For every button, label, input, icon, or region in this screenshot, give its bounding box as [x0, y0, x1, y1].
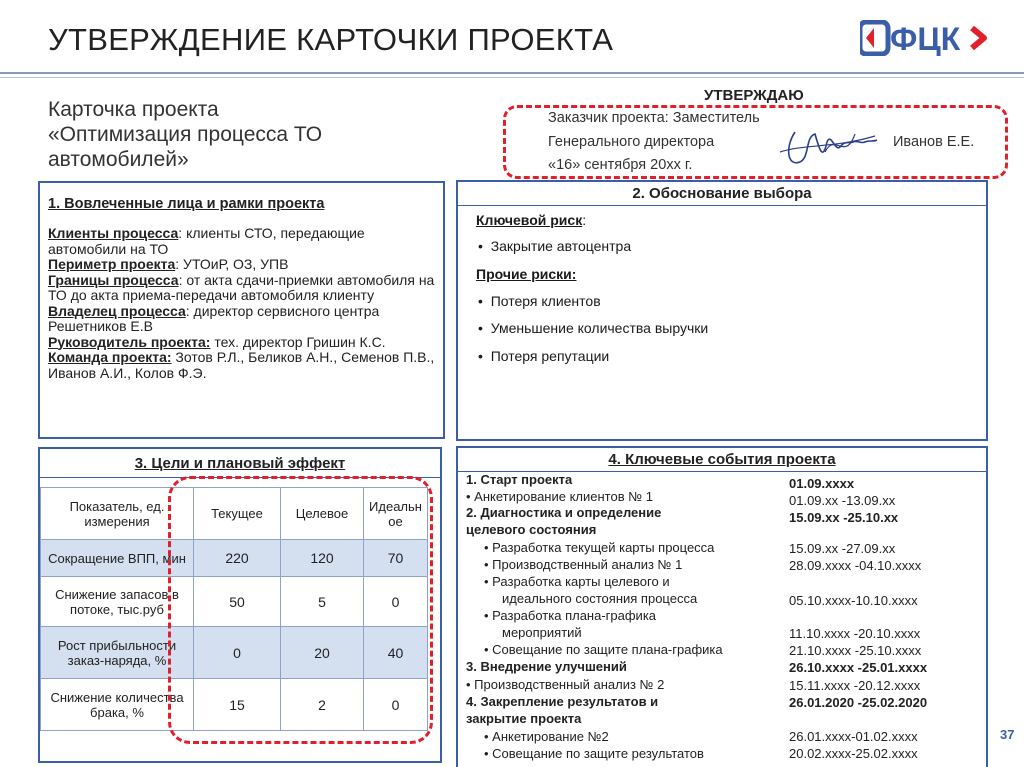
event-item: • Совещание по защите результатов: [484, 746, 704, 761]
clients-label: Клиенты процесса: [48, 225, 179, 241]
key-risk-label: Ключевой риск: [476, 212, 583, 228]
clients-field: [48, 226, 438, 257]
event-date: 15.11.хххх -20.12.хххх: [789, 678, 921, 693]
event-date: 15.09.хх -27.09.хх: [789, 541, 896, 556]
page-number: 37: [1000, 727, 1015, 742]
panel1-title: 1. Вовлеченные лица и рамки проекта: [48, 196, 325, 212]
targets-highlight-frame: [168, 476, 433, 744]
event-item: мероприятий: [502, 625, 582, 640]
key-risk-text: Закрытие автоцентра: [490, 238, 632, 254]
event-date: 11.10.хххх -20.10.хххх: [789, 626, 921, 641]
card-line-1: Карточка проекта: [48, 98, 219, 121]
owner-label: Владелец процесса: [48, 302, 186, 319]
key-risk-colon: :: [582, 212, 587, 228]
table-cell: 50: [194, 577, 281, 627]
team-field: [48, 350, 438, 381]
perimeter-label: Периметр проекта: [48, 256, 176, 272]
panel2-title-wrap: [458, 182, 986, 206]
table-header: Текущее: [194, 488, 281, 540]
other-risks-label: Прочие риски:: [476, 266, 577, 282]
other-risk-text: Потеря репутации: [490, 348, 610, 364]
card-line-2: «Оптимизация процесса ТО: [48, 123, 323, 146]
event-item: 1. Старт проекта: [466, 472, 573, 487]
card-line-3: автомобилей»: [48, 148, 189, 171]
event-date: 05.10.хххх-10.10.хххх: [789, 593, 918, 608]
event-date: 21.10.хххх -25.10.хххх: [789, 643, 922, 658]
approver-name: Иванов Е.Е.: [893, 134, 975, 150]
approval-line-1: Заказчик проекта: Заместитель: [548, 110, 760, 126]
other-risk-item: • Потеря репутации: [478, 348, 610, 364]
table-cell: 20: [281, 627, 364, 679]
perimeter-field: [48, 257, 438, 273]
approval-line-2: Генерального директора: [548, 134, 715, 150]
panel4-title-wrap: [458, 451, 986, 469]
bounds-field: [48, 273, 438, 304]
table-cell: 0: [364, 577, 428, 627]
event-item: 2. Диагностика и определение: [466, 505, 662, 520]
table-cell: 40: [364, 627, 428, 679]
bounds-value: : от акта сдачи-приемки автомобиля на ТО до акта приема-передачи автомобиля клиенту: [48, 271, 435, 303]
project-card-title: [48, 97, 322, 172]
table-cell: 2: [281, 679, 364, 731]
other-risk-item: • Потеря клиентов: [478, 293, 601, 309]
panel1-body: [48, 226, 438, 381]
header-divider: [0, 72, 1024, 74]
event-date: 28.09.хххх -04.10.хххх: [789, 558, 922, 573]
page-title: УТВЕРЖДЕНИЕ КАРТОЧКИ ПРОЕКТА: [48, 22, 614, 57]
event-date: 26.01.хххх-01.02.хххх: [789, 729, 918, 744]
table-cell: 15: [194, 679, 281, 731]
event-item: идеального состояния процесса: [502, 591, 698, 606]
table-header: Идеальн ое: [364, 488, 428, 540]
table-header: Показатель, ед. измерения: [41, 488, 194, 540]
table-header: Целевое: [281, 488, 364, 540]
table-cell: Снижение запасов в потоке, тыс.руб: [41, 577, 194, 627]
other-risk-text: Уменьшение количества выручки: [490, 320, 709, 336]
panel2-title: 2. Обоснование выбора: [632, 185, 812, 202]
lead-field: [48, 335, 438, 351]
event-item: • Совещание по защите плана-графика: [484, 642, 723, 657]
event-item: • Анкетирование клиентов № 1: [466, 489, 654, 504]
other-risk-text: Потеря клиентов: [490, 293, 601, 309]
approval-date: «16» сентября 20хх г.: [548, 157, 693, 173]
lead-value: тех. директор Гришин К.С.: [210, 333, 386, 350]
event-item: закрытие проекта: [466, 711, 582, 726]
team-label: Команда проекта:: [48, 349, 172, 365]
panel2-title-divider: [456, 205, 988, 206]
owner-value: : директор сервисного центра Решетников Е.В: [48, 302, 380, 334]
lead-label: Руководитель проекта:: [48, 333, 211, 350]
approval-heading: УТВЕРЖДАЮ: [704, 87, 804, 104]
event-date: 01.09.хх -13.09.хх: [789, 493, 896, 508]
panel4-title: 4. Ключевые события проекта: [608, 451, 836, 468]
other-risk-item: • Уменьшение количества выручки: [478, 320, 709, 336]
table-cell: Снижение количества брака, %: [41, 679, 194, 731]
event-date: 26.01.2020 -25.02.2020: [789, 695, 928, 710]
table-cell: Сокращение ВПП, мин: [41, 540, 194, 577]
event-date: 20.02.хххх-25.02.хххх: [789, 746, 918, 761]
bounds-label: Границы процесса: [48, 271, 179, 288]
event-item: • Разработка карты целевого и: [484, 574, 670, 589]
event-item: • Разработка текущей карты процесса: [484, 540, 715, 555]
event-item: • Разработка плана-графика: [484, 608, 657, 623]
event-item: • Производственный анализ № 1: [484, 557, 683, 572]
table-cell: 220: [194, 540, 281, 577]
perimeter-value: : УТОиР, ОЗ, УПВ: [175, 256, 289, 272]
header-divider-thin: [0, 77, 1024, 78]
event-item: • Анкетирование №2: [484, 729, 609, 744]
table-cell: 0: [364, 679, 428, 731]
event-item: • Производственный анализ № 2: [466, 677, 665, 692]
team-value: Зотов Р.Л., Беликов А.Н., Семенов П.В., Иванов А.И., Колов Ф.Э.: [48, 349, 435, 381]
table-cell: 120: [281, 540, 364, 577]
panel3-title-wrap: [40, 455, 440, 473]
key-risk-item: • Закрытие автоцентра: [478, 238, 632, 254]
key-risk-heading: [476, 212, 586, 228]
event-date: 15.09.хх -25.10.хх: [789, 510, 899, 525]
signature-image: [765, 122, 885, 172]
table-cell: Рост прибыльности заказ-наряда, %: [41, 627, 194, 679]
table-cell: 70: [364, 540, 428, 577]
clients-value: : клиенты СТО, передающие автомобили на ТО: [48, 225, 365, 257]
company-logo: [860, 20, 990, 56]
event-item: 3. Внедрение улучшений: [466, 659, 627, 674]
event-item: целевого состояния: [466, 522, 597, 537]
owner-field: [48, 304, 438, 335]
event-item: 4. Закрепление результатов и: [466, 694, 659, 709]
table-cell: 5: [281, 577, 364, 627]
event-date: 26.10.хххх -25.01.хххх: [789, 660, 928, 675]
event-date: 01.09.хххх: [789, 476, 855, 491]
logo-text: ФЦК: [890, 21, 961, 56]
panel3-title: 3. Цели и плановый эффект: [134, 455, 346, 472]
table-cell: 0: [194, 627, 281, 679]
